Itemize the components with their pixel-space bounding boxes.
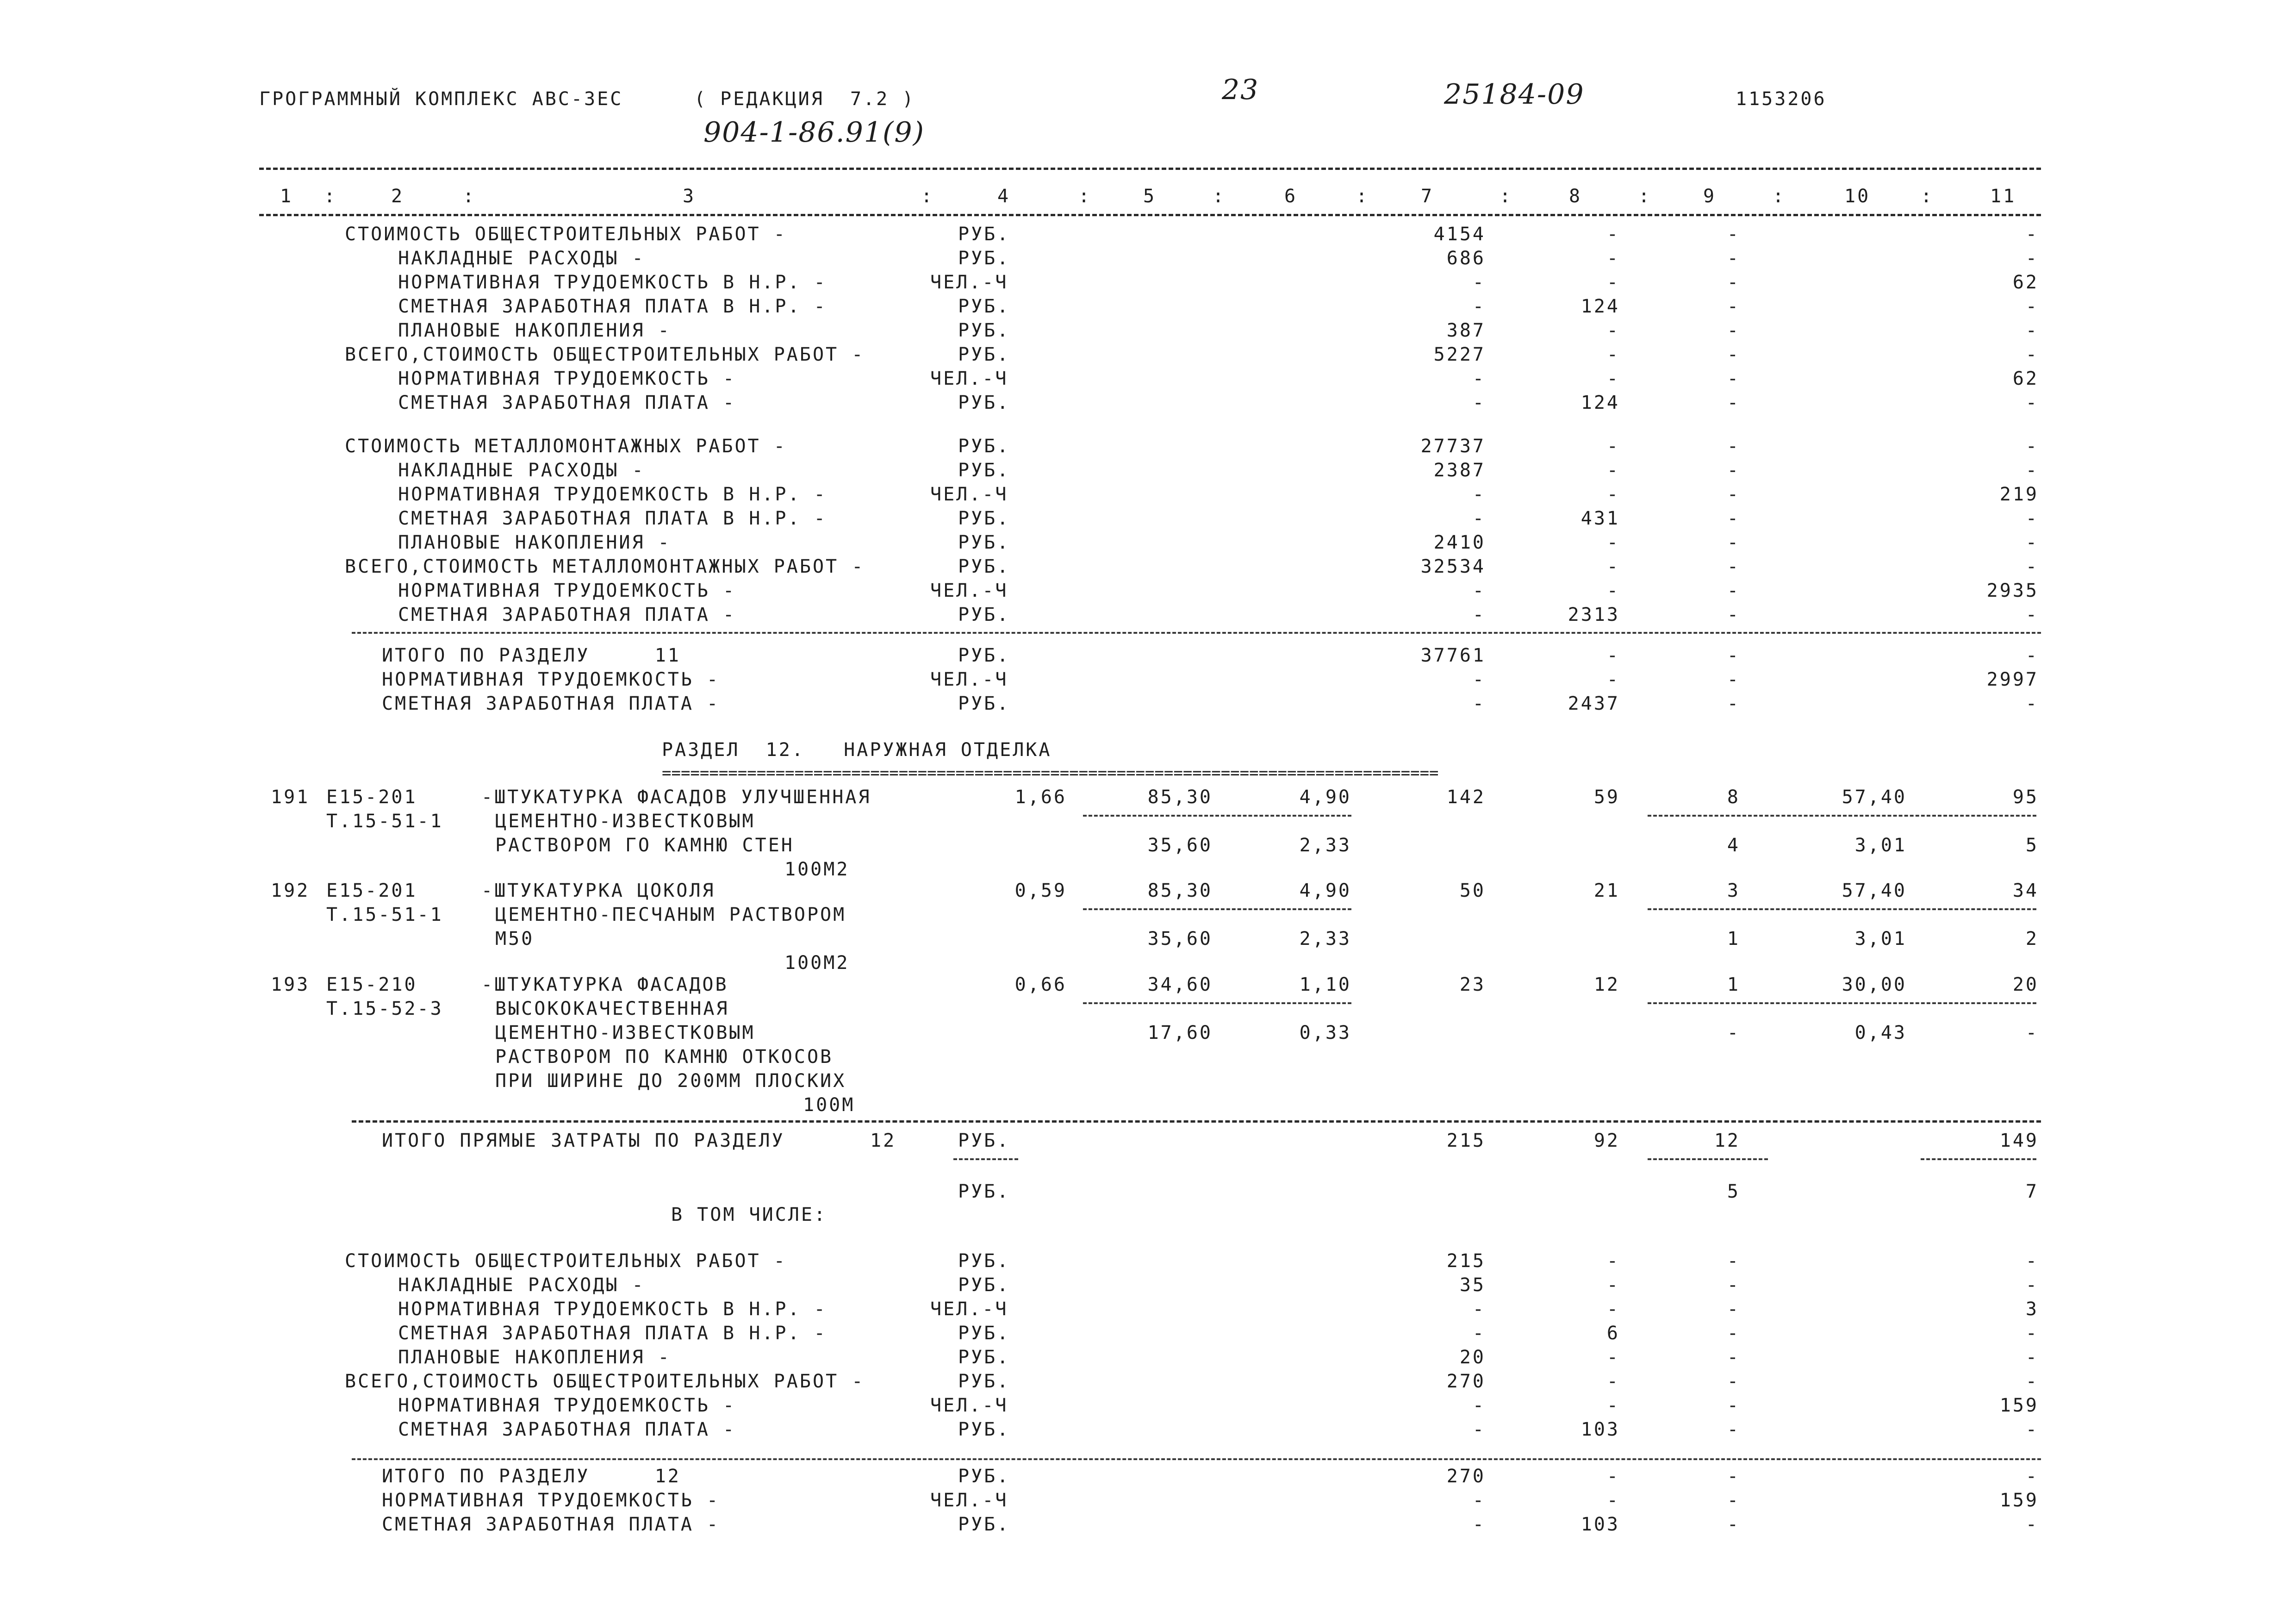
metal-works-item-unit: РУБ.	[958, 436, 1010, 457]
item-unit-cost-machines: 17,60	[1147, 1022, 1213, 1043]
section11-total-value-col7: 37761	[1420, 645, 1486, 666]
column-header-6: 6	[1284, 186, 1298, 207]
general-works-value-col9: -	[1727, 344, 1740, 365]
general-works-value-col11: -	[2025, 248, 2039, 269]
direct-total-col7: 215	[1446, 1130, 1486, 1151]
section12-general-works-item-unit: ЧЕЛ.-Ч	[930, 1299, 1008, 1320]
metal-works-item-name: СМЕТНАЯ ЗАРАБОТНАЯ ПЛАТА -	[398, 604, 736, 625]
section12-total-item-name: ИТОГО ПО РАЗДЕЛУ 12	[382, 1466, 681, 1487]
document-number: 1153206	[1736, 88, 1827, 110]
item-unit: 100М2	[784, 859, 850, 880]
item-col9-sub: 1	[1727, 928, 1740, 949]
general-works-value-col11: -	[2025, 224, 2039, 245]
metal-works-item-name: СМЕТНАЯ ЗАРАБОТНАЯ ПЛАТА В Н.Р. -	[398, 508, 827, 529]
section12-general-works-value-col11: 3	[2025, 1299, 2039, 1320]
section12-general-works-value-col7: 20	[1459, 1347, 1486, 1368]
section12-total-item-unit: РУБ.	[958, 1466, 1010, 1487]
metal-works-value-col11: -	[2025, 460, 2039, 481]
section11-total-value-col8: -	[1606, 669, 1620, 690]
item-col11: 34	[2012, 880, 2039, 901]
section11-total-value-col8: -	[1606, 645, 1620, 666]
general-works-value-col7: 5227	[1433, 344, 1486, 365]
metal-works-item-unit: РУБ.	[958, 604, 1010, 625]
general-works-item-name: НОРМАТИВНАЯ ТРУДОЕМКОСТЬ -	[398, 368, 736, 389]
item-quantity: 0,59	[1014, 880, 1067, 901]
section12-general-works-value-col11: -	[2025, 1371, 2039, 1392]
metal-works-value-col8: -	[1606, 532, 1620, 553]
item-description: -ШТУКАТУРКА ФАСАДОВ УЛУЧШЕННАЯ	[481, 787, 871, 808]
item-col9-sub: 4	[1727, 835, 1740, 856]
item-col9-sub: -	[1727, 1022, 1740, 1043]
column-header-3: 3	[683, 186, 696, 207]
item-col9: 3	[1727, 880, 1740, 901]
item-col11-sub: -	[2025, 1022, 2039, 1043]
item-reference: Т.15-52-3	[326, 998, 443, 1019]
column-header-2: 2	[391, 186, 404, 207]
section12-general-works-value-col8: -	[1606, 1371, 1620, 1392]
metal-works-value-col7: -	[1472, 604, 1486, 625]
item-quantity: 1,66	[1014, 787, 1067, 808]
general-works-item-unit: РУБ.	[958, 392, 1010, 413]
metal-works-item-unit: РУБ.	[958, 532, 1010, 553]
section12-total-item-unit: ЧЕЛ.-Ч	[930, 1490, 1008, 1511]
item-unit-cost-wage: 4,90	[1299, 880, 1351, 901]
metal-works-value-col8: -	[1606, 580, 1620, 601]
section12-general-works-item-name: НОРМАТИВНАЯ ТРУДОЕМКОСТЬ -	[398, 1395, 736, 1416]
header-top-rule	[259, 168, 2041, 170]
general-works-value-col7: -	[1472, 368, 1486, 389]
metal-works-value-col9: -	[1727, 436, 1740, 457]
column-separator: :	[1213, 186, 1226, 207]
general-works-value-col8: -	[1606, 272, 1620, 293]
section12-total-value-col8: -	[1606, 1490, 1620, 1511]
column-separator: :	[1921, 186, 1934, 207]
section12-general-works-value-col11: -	[2025, 1323, 2039, 1344]
metal-works-item-unit: ЧЕЛ.-Ч	[930, 484, 1008, 505]
general-works-item-unit: ЧЕЛ.-Ч	[930, 272, 1008, 293]
general-works-value-col8: -	[1606, 320, 1620, 341]
section11-total-value-col11: 2997	[1986, 669, 2039, 690]
section12-general-works-value-col7: -	[1472, 1299, 1486, 1320]
page-number: 23	[1222, 74, 1259, 106]
general-works-value-col7: 686	[1446, 248, 1486, 269]
metal-works-value-col11: -	[2025, 604, 2039, 625]
item-col10-sub: 3,01	[1854, 835, 1907, 856]
item-col9: 8	[1727, 787, 1740, 808]
item-number: 191	[271, 787, 310, 808]
item-col11: 95	[2012, 787, 2039, 808]
item-description: РАСТВОРОМ ПО КАМНЮ ОТКОСОВ	[495, 1046, 834, 1068]
section12-general-works-value-col7: 215	[1446, 1250, 1486, 1272]
section12-total-value-col11: -	[2025, 1514, 2039, 1535]
section12-general-works-value-col11: 159	[1999, 1395, 2039, 1416]
item-description: -ШТУКАТУРКА ЦОКОЛЯ	[481, 880, 716, 901]
section12-general-works-item-unit: РУБ.	[958, 1347, 1010, 1368]
item-total-cost: 50	[1459, 880, 1486, 901]
metal-works-value-col11: -	[2025, 508, 2039, 529]
general-works-item-name: ВСЕГО,СТОИМОСТЬ ОБЩЕСТРОИТЕЛЬНЫХ РАБОТ -	[345, 344, 865, 365]
direct-total-col9-sub: 5	[1727, 1181, 1740, 1202]
general-works-item-name: СМЕТНАЯ ЗАРАБОТНАЯ ПЛАТА -	[398, 392, 736, 413]
general-works-value-col11: 62	[2012, 368, 2039, 389]
metal-works-item-name: НОРМАТИВНАЯ ТРУДОЕМКОСТЬ В Н.Р. -	[398, 484, 827, 505]
item-unit: 100М	[803, 1094, 855, 1116]
item-col10: 57,40	[1842, 787, 1907, 808]
column-header-11: 11	[1990, 186, 2016, 207]
general-works-value-col8: -	[1606, 224, 1620, 245]
rule-before-direct-total	[352, 1120, 2041, 1123]
item-col11: 20	[2012, 974, 2039, 995]
metal-works-value-col8: 431	[1580, 508, 1620, 529]
item-unit: 100М2	[784, 952, 850, 974]
section12-general-works-value-col7: -	[1472, 1395, 1486, 1416]
item-unit-cost-machines: 35,60	[1147, 835, 1213, 856]
metal-works-item-name: ВСЕГО,СТОИМОСТЬ МЕТАЛЛОМОНТАЖНЫХ РАБОТ -	[345, 556, 865, 577]
section12-general-works-item-name: НОРМАТИВНАЯ ТРУДОЕМКОСТЬ В Н.Р. -	[398, 1299, 827, 1320]
metal-works-value-col8: -	[1606, 484, 1620, 505]
column-separator: :	[463, 186, 476, 207]
item-col10-sub: 3,01	[1854, 928, 1907, 949]
item-subrule-right	[1648, 815, 2036, 817]
column-header-9: 9	[1703, 186, 1717, 207]
column-header-1: 1	[280, 186, 293, 207]
section12-total-value-col7: -	[1472, 1514, 1486, 1535]
section11-total-value-col11: -	[2025, 693, 2039, 714]
section11-total-item-name: НОРМАТИВНАЯ ТРУДОЕМКОСТЬ -	[382, 669, 720, 690]
metal-works-value-col8: -	[1606, 556, 1620, 577]
section12-general-works-item-name: ПЛАНОВЫЕ НАКОПЛЕНИЯ -	[398, 1347, 671, 1368]
metal-works-value-col9: -	[1727, 508, 1740, 529]
item-code: Е15-201	[326, 787, 417, 808]
item-unit-cost-total: 34,60	[1147, 974, 1213, 995]
section12-general-works-value-col8: 103	[1580, 1419, 1620, 1440]
item-unit-cost-machine-wage: 2,33	[1299, 835, 1351, 856]
direct-total-section: 12	[870, 1130, 896, 1151]
general-works-value-col9: -	[1727, 296, 1740, 317]
item-number: 192	[271, 880, 310, 901]
general-works-value-col7: 387	[1446, 320, 1486, 341]
metal-works-value-col11: -	[2025, 532, 2039, 553]
item-reference: Т.15-51-1	[326, 811, 443, 832]
section12-general-works-value-col9: -	[1727, 1395, 1740, 1416]
general-works-value-col11: -	[2025, 320, 2039, 341]
program-name: ГРОГРАММНЫЙ КОМПЛЕКС АВС-3ЕС	[259, 88, 623, 110]
metal-works-value-col11: -	[2025, 556, 2039, 577]
metal-works-item-unit: РУБ.	[958, 556, 1010, 577]
general-works-item-name: СМЕТНАЯ ЗАРАБОТНАЯ ПЛАТА В Н.Р. -	[398, 296, 827, 317]
item-code: Е15-210	[326, 974, 417, 995]
metal-works-value-col7: 32534	[1420, 556, 1486, 577]
column-header-8: 8	[1569, 186, 1582, 207]
item-subrule	[1083, 815, 1351, 817]
item-total-cost: 142	[1446, 787, 1486, 808]
section12-general-works-value-col11: -	[2025, 1347, 2039, 1368]
edition: ( РЕДАКЦИЯ 7.2 )	[694, 88, 915, 110]
metal-works-value-col8: -	[1606, 436, 1620, 457]
item-total-wage: 21	[1593, 880, 1620, 901]
metal-works-value-col11: -	[2025, 436, 2039, 457]
metal-works-value-col7: -	[1472, 484, 1486, 505]
general-works-value-col7: -	[1472, 272, 1486, 293]
metal-works-value-col7: 27737	[1420, 436, 1486, 457]
section11-total-value-col9: -	[1727, 669, 1740, 690]
section12-total-value-col11: -	[2025, 1466, 2039, 1487]
item-unit-cost-wage: 4,90	[1299, 787, 1351, 808]
general-works-value-col8: -	[1606, 368, 1620, 389]
section12-total-item-name: СМЕТНАЯ ЗАРАБОТНАЯ ПЛАТА -	[382, 1514, 720, 1535]
header-bottom-rule	[259, 214, 2041, 216]
metal-works-item-unit: ЧЕЛ.-Ч	[930, 580, 1008, 601]
item-subrule	[1083, 1002, 1351, 1004]
section-title-underline: ==================================================================================	[662, 764, 1439, 782]
section12-total-value-col9: -	[1727, 1466, 1740, 1487]
item-description: ЦЕМЕНТНО-ИЗВЕСТКОВЫМ	[495, 811, 755, 832]
column-separator: :	[1500, 186, 1513, 207]
section12-general-works-item-name: СТОИМОСТЬ ОБЩЕСТРОИТЕЛЬНЫХ РАБОТ -	[345, 1250, 787, 1272]
general-works-item-unit: РУБ.	[958, 296, 1010, 317]
section11-total-item-name: ИТОГО ПО РАЗДЕЛУ 11	[382, 645, 681, 666]
general-works-item-name: ПЛАНОВЫЕ НАКОПЛЕНИЯ -	[398, 320, 671, 341]
metal-works-item-name: НОРМАТИВНАЯ ТРУДОЕМКОСТЬ -	[398, 580, 736, 601]
section12-total-value-col7: -	[1472, 1490, 1486, 1511]
item-col11-sub: 5	[2025, 835, 2039, 856]
item-description: ЦЕМЕНТНО-ИЗВЕСТКОВЫМ	[495, 1022, 755, 1043]
column-header-4: 4	[997, 186, 1011, 207]
metal-works-item-unit: РУБ.	[958, 460, 1010, 481]
including-label: В ТОМ ЧИСЛЕ:	[671, 1204, 827, 1225]
section12-general-works-value-col11: -	[2025, 1274, 2039, 1296]
project-code: 904-1-86.91(9)	[703, 116, 925, 149]
rule-before-total12	[352, 1458, 2041, 1460]
document-code: 25184-09	[1444, 78, 1585, 111]
direct-total-col9: 12	[1714, 1130, 1740, 1151]
item-col10: 57,40	[1842, 880, 1907, 901]
item-description: М50	[495, 928, 535, 949]
general-works-value-col8: 124	[1580, 392, 1620, 413]
general-works-item-name: НОРМАТИВНАЯ ТРУДОЕМКОСТЬ В Н.Р. -	[398, 272, 827, 293]
item-col10: 30,00	[1842, 974, 1907, 995]
section12-general-works-item-unit: ЧЕЛ.-Ч	[930, 1395, 1008, 1416]
section12-general-works-value-col7: -	[1472, 1419, 1486, 1440]
section12-general-works-value-col8: -	[1606, 1395, 1620, 1416]
general-works-value-col7: -	[1472, 392, 1486, 413]
section12-general-works-value-col7: 270	[1446, 1371, 1486, 1392]
section12-general-works-value-col9: -	[1727, 1419, 1740, 1440]
metal-works-value-col8: -	[1606, 460, 1620, 481]
general-works-value-col9: -	[1727, 224, 1740, 245]
section11-total-value-col9: -	[1727, 645, 1740, 666]
item-total-wage: 12	[1593, 974, 1620, 995]
direct-total-subrule-9	[1648, 1158, 1768, 1160]
metal-works-value-col11: 2935	[1986, 580, 2039, 601]
section12-general-works-value-col11: -	[2025, 1250, 2039, 1272]
section12-general-works-value-col7: 35	[1459, 1274, 1486, 1296]
item-description: ВЫСОКОКАЧЕСТВЕННАЯ	[495, 998, 729, 1019]
general-works-item-unit: РУБ.	[958, 224, 1010, 245]
direct-total-subrule	[953, 1158, 1018, 1160]
direct-total-name: ИТОГО ПРЯМЫЕ ЗАТРАТЫ ПО РАЗДЕЛУ	[382, 1130, 785, 1151]
general-works-item-name: НАКЛАДНЫЕ РАСХОДЫ -	[398, 248, 645, 269]
column-header-10: 10	[1844, 186, 1871, 207]
general-works-value-col9: -	[1727, 272, 1740, 293]
column-header-5: 5	[1143, 186, 1157, 207]
general-works-value-col8: -	[1606, 248, 1620, 269]
section12-total-value-col11: 159	[1999, 1490, 2039, 1511]
section11-total-item-unit: ЧЕЛ.-Ч	[930, 669, 1008, 690]
section12-general-works-value-col8: -	[1606, 1347, 1620, 1368]
item-code: Е15-201	[326, 880, 417, 901]
metal-works-value-col7: 2387	[1433, 460, 1486, 481]
column-separator: :	[1078, 186, 1092, 207]
item-col11-sub: 2	[2025, 928, 2039, 949]
general-works-value-col11: -	[2025, 344, 2039, 365]
metal-works-value-col9: -	[1727, 484, 1740, 505]
general-works-value-col8: -	[1606, 344, 1620, 365]
general-works-item-unit: РУБ.	[958, 320, 1010, 341]
item-description: ЦЕМЕНТНО-ПЕСЧАНЫМ РАСТВОРОМ	[495, 904, 846, 925]
general-works-value-col9: -	[1727, 368, 1740, 389]
general-works-value-col11: -	[2025, 296, 2039, 317]
section11-total-value-col9: -	[1727, 693, 1740, 714]
direct-total-col11: 149	[1999, 1130, 2039, 1151]
item-description: РАСТВОРОМ ГО КАМНЮ СТЕН	[495, 835, 794, 856]
section12-general-works-item-unit: РУБ.	[958, 1419, 1010, 1440]
section12-general-works-item-unit: РУБ.	[958, 1250, 1010, 1272]
metal-works-item-unit: РУБ.	[958, 508, 1010, 529]
metal-works-item-name: ПЛАНОВЫЕ НАКОПЛЕНИЯ -	[398, 532, 671, 553]
metal-works-item-name: СТОИМОСТЬ МЕТАЛЛОМОНТАЖНЫХ РАБОТ -	[345, 436, 787, 457]
metal-works-value-col9: -	[1727, 556, 1740, 577]
section11-total-item-unit: РУБ.	[958, 693, 1010, 714]
section12-total-item-unit: РУБ.	[958, 1514, 1010, 1535]
item-col9: 1	[1727, 974, 1740, 995]
section12-total-value-col8: 103	[1580, 1514, 1620, 1535]
general-works-value-col11: -	[2025, 392, 2039, 413]
item-unit-cost-wage: 1,10	[1299, 974, 1351, 995]
metal-works-value-col11: 219	[1999, 484, 2039, 505]
item-col10-sub: 0,43	[1854, 1022, 1907, 1043]
section12-total-value-col8: -	[1606, 1466, 1620, 1487]
column-separator: :	[1356, 186, 1369, 207]
metal-works-value-col9: -	[1727, 532, 1740, 553]
item-quantity: 0,66	[1014, 974, 1067, 995]
item-total-cost: 23	[1459, 974, 1486, 995]
item-subrule-right	[1648, 908, 2036, 910]
section12-general-works-value-col11: -	[2025, 1419, 2039, 1440]
section11-total-value-col8: 2437	[1568, 693, 1620, 714]
item-unit-cost-machine-wage: 2,33	[1299, 928, 1351, 949]
item-unit-cost-total: 85,30	[1147, 880, 1213, 901]
section11-total-value-col7: -	[1472, 693, 1486, 714]
item-description: -ШТУКАТУРКА ФАСАДОВ	[481, 974, 728, 995]
general-works-value-col9: -	[1727, 392, 1740, 413]
section12-total-item-name: НОРМАТИВНАЯ ТРУДОЕМКОСТЬ -	[382, 1490, 720, 1511]
section12-general-works-value-col8: -	[1606, 1250, 1620, 1272]
general-works-value-col9: -	[1727, 320, 1740, 341]
general-works-item-unit: РУБ.	[958, 344, 1010, 365]
item-subrule	[1083, 908, 1351, 910]
rule-before-total11	[352, 632, 2041, 634]
metal-works-item-name: НАКЛАДНЫЕ РАСХОДЫ -	[398, 460, 645, 481]
general-works-value-col8: 124	[1580, 296, 1620, 317]
direct-total-unit-sub: РУБ.	[958, 1181, 1010, 1202]
section12-general-works-value-col9: -	[1727, 1299, 1740, 1320]
column-separator: :	[1638, 186, 1652, 207]
section11-total-value-col7: -	[1472, 669, 1486, 690]
item-unit-cost-machine-wage: 0,33	[1299, 1022, 1351, 1043]
direct-total-col8: 92	[1593, 1130, 1620, 1151]
section11-total-value-col11: -	[2025, 645, 2039, 666]
section12-general-works-item-unit: РУБ.	[958, 1323, 1010, 1344]
section12-general-works-item-name: НАКЛАДНЫЕ РАСХОДЫ -	[398, 1274, 645, 1296]
direct-total-subrule-11	[1921, 1158, 2036, 1160]
metal-works-value-col7: -	[1472, 580, 1486, 601]
item-description: ПРИ ШИРИНЕ ДО 200ММ ПЛОСКИХ	[495, 1070, 846, 1092]
column-header-7: 7	[1421, 186, 1434, 207]
section-title: РАЗДЕЛ 12. НАРУЖНАЯ ОТДЕЛКА	[662, 739, 1052, 761]
item-unit-cost-total: 85,30	[1147, 787, 1213, 808]
section12-general-works-value-col9: -	[1727, 1250, 1740, 1272]
section12-general-works-value-col9: -	[1727, 1274, 1740, 1296]
general-works-value-col7: -	[1472, 296, 1486, 317]
section12-general-works-value-col9: -	[1727, 1323, 1740, 1344]
section11-total-item-unit: РУБ.	[958, 645, 1010, 666]
section12-general-works-value-col9: -	[1727, 1371, 1740, 1392]
item-subrule-right	[1648, 1002, 2036, 1004]
general-works-value-col11: 62	[2012, 272, 2039, 293]
section12-total-value-col9: -	[1727, 1490, 1740, 1511]
metal-works-value-col7: -	[1472, 508, 1486, 529]
section12-general-works-value-col7: -	[1472, 1323, 1486, 1344]
metal-works-value-col8: 2313	[1568, 604, 1620, 625]
section12-general-works-item-name: СМЕТНАЯ ЗАРАБОТНАЯ ПЛАТА В Н.Р. -	[398, 1323, 827, 1344]
general-works-item-unit: РУБ.	[958, 248, 1010, 269]
item-total-wage: 59	[1593, 787, 1620, 808]
section12-general-works-value-col8: 6	[1606, 1323, 1620, 1344]
section11-total-item-name: СМЕТНАЯ ЗАРАБОТНАЯ ПЛАТА -	[382, 693, 720, 714]
metal-works-value-col9: -	[1727, 604, 1740, 625]
general-works-item-name: СТОИМОСТЬ ОБЩЕСТРОИТЕЛЬНЫХ РАБОТ -	[345, 224, 787, 245]
direct-total-unit: РУБ.	[958, 1130, 1010, 1151]
direct-total-col11-sub: 7	[2025, 1181, 2039, 1202]
column-separator: :	[324, 186, 337, 207]
section12-general-works-item-name: СМЕТНАЯ ЗАРАБОТНАЯ ПЛАТА -	[398, 1419, 736, 1440]
general-works-value-col9: -	[1727, 248, 1740, 269]
metal-works-value-col7: 2410	[1433, 532, 1486, 553]
metal-works-value-col9: -	[1727, 580, 1740, 601]
section12-general-works-item-unit: РУБ.	[958, 1274, 1010, 1296]
item-unit-cost-machines: 35,60	[1147, 928, 1213, 949]
section12-general-works-item-name: ВСЕГО,СТОИМОСТЬ ОБЩЕСТРОИТЕЛЬНЫХ РАБОТ -	[345, 1371, 865, 1392]
general-works-item-unit: ЧЕЛ.-Ч	[930, 368, 1008, 389]
column-separator: :	[1773, 186, 1786, 207]
section12-general-works-value-col8: -	[1606, 1274, 1620, 1296]
item-reference: Т.15-51-1	[326, 904, 443, 925]
section12-general-works-item-unit: РУБ.	[958, 1371, 1010, 1392]
section12-general-works-value-col8: -	[1606, 1299, 1620, 1320]
item-number: 193	[271, 974, 310, 995]
metal-works-value-col9: -	[1727, 460, 1740, 481]
column-separator: :	[921, 186, 934, 207]
general-works-value-col7: 4154	[1433, 224, 1486, 245]
section12-general-works-value-col9: -	[1727, 1347, 1740, 1368]
section12-total-value-col9: -	[1727, 1514, 1740, 1535]
section12-total-value-col7: 270	[1446, 1466, 1486, 1487]
